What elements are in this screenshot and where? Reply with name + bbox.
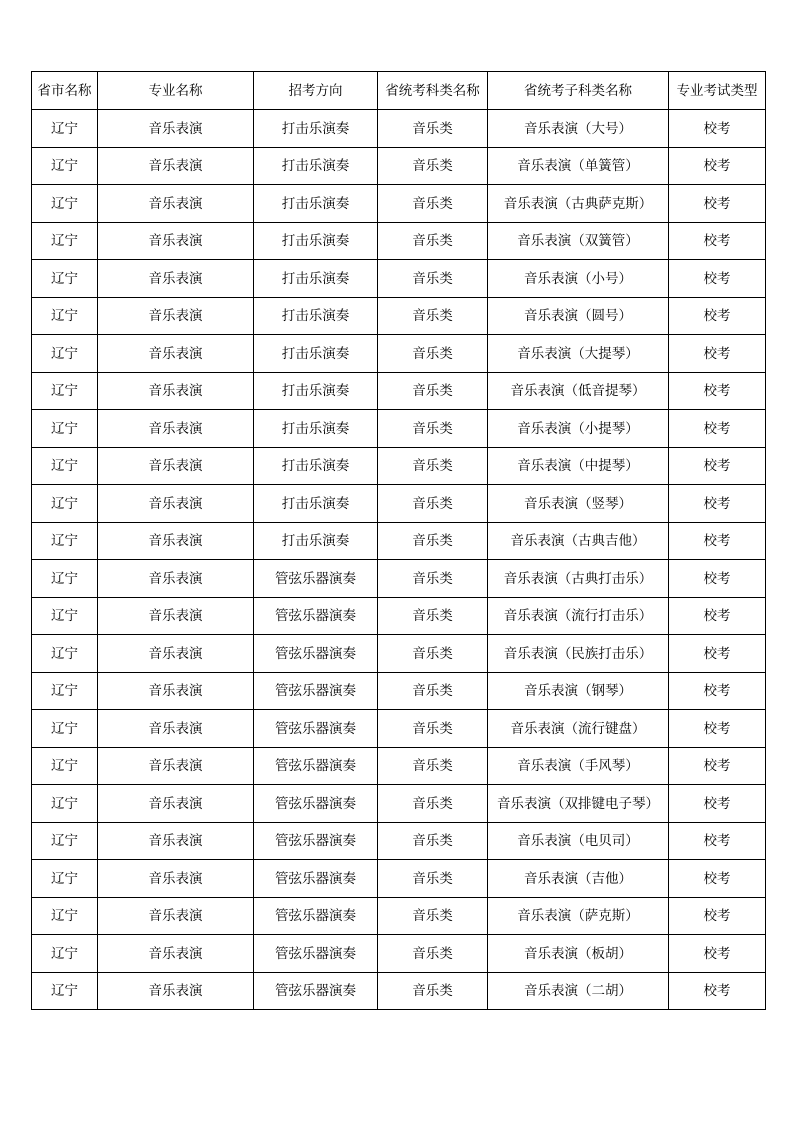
table-cell-subcategory: 音乐表演（手风琴） [488, 747, 669, 785]
table-cell-subcategory: 音乐表演（钢琴） [488, 672, 669, 710]
table-row [32, 185, 766, 223]
table-cell-category: 音乐类 [378, 597, 488, 635]
table-cell-major: 音乐表演 [98, 860, 254, 898]
table-cell-province: 辽宁 [32, 147, 98, 185]
table-cell-province: 辽宁 [32, 297, 98, 335]
table-cell-subcategory: 音乐表演（低音提琴） [488, 372, 669, 410]
table-cell-direction: 管弦乐器演奏 [254, 560, 378, 598]
column-header-subcategory: 省统考子科类名称 [488, 72, 669, 110]
table-cell-category: 音乐类 [378, 185, 488, 223]
table-cell-major: 音乐表演 [98, 447, 254, 485]
table-cell-major: 音乐表演 [98, 147, 254, 185]
table-cell-subcategory: 音乐表演（流行打击乐） [488, 597, 669, 635]
table-cell-subcategory: 音乐表演（萨克斯） [488, 897, 669, 935]
table-cell-direction: 打击乐演奏 [254, 260, 378, 298]
table-cell-subcategory: 音乐表演（古典打击乐） [488, 560, 669, 598]
table-cell-major: 音乐表演 [98, 897, 254, 935]
table-cell-major: 音乐表演 [98, 635, 254, 673]
table-cell-major: 音乐表演 [98, 372, 254, 410]
table-row [32, 897, 766, 935]
table-row [32, 260, 766, 298]
table-cell-direction: 管弦乐器演奏 [254, 935, 378, 973]
table-cell-category: 音乐类 [378, 822, 488, 860]
table-cell-exam_type: 校考 [669, 410, 766, 448]
table-cell-category: 音乐类 [378, 972, 488, 1010]
table-cell-category: 音乐类 [378, 372, 488, 410]
table-cell-subcategory: 音乐表演（电贝司） [488, 822, 669, 860]
table-cell-province: 辽宁 [32, 372, 98, 410]
table-cell-exam_type: 校考 [669, 785, 766, 823]
table-cell-province: 辽宁 [32, 672, 98, 710]
table-cell-direction: 打击乐演奏 [254, 147, 378, 185]
table-row [32, 710, 766, 748]
table-row [32, 147, 766, 185]
table-cell-major: 音乐表演 [98, 747, 254, 785]
table-cell-province: 辽宁 [32, 747, 98, 785]
table-cell-exam_type: 校考 [669, 147, 766, 185]
table-cell-province: 辽宁 [32, 972, 98, 1010]
table-row [32, 110, 766, 148]
table-cell-category: 音乐类 [378, 672, 488, 710]
table-cell-subcategory: 音乐表演（吉他） [488, 860, 669, 898]
table-row [32, 597, 766, 635]
table-cell-major: 音乐表演 [98, 672, 254, 710]
table-cell-major: 音乐表演 [98, 785, 254, 823]
table-cell-province: 辽宁 [32, 560, 98, 598]
table-cell-province: 辽宁 [32, 110, 98, 148]
column-header-province: 省市名称 [32, 72, 98, 110]
table-cell-major: 音乐表演 [98, 222, 254, 260]
table-cell-exam_type: 校考 [669, 185, 766, 223]
table-row [32, 972, 766, 1010]
table-cell-direction: 打击乐演奏 [254, 410, 378, 448]
table-cell-category: 音乐类 [378, 935, 488, 973]
table-row [32, 447, 766, 485]
table-cell-major: 音乐表演 [98, 935, 254, 973]
table-cell-category: 音乐类 [378, 222, 488, 260]
table-row [32, 785, 766, 823]
table-cell-exam_type: 校考 [669, 335, 766, 373]
table-cell-exam_type: 校考 [669, 860, 766, 898]
table-cell-exam_type: 校考 [669, 560, 766, 598]
table-cell-province: 辽宁 [32, 935, 98, 973]
table-cell-exam_type: 校考 [669, 522, 766, 560]
table-cell-direction: 管弦乐器演奏 [254, 597, 378, 635]
table-cell-exam_type: 校考 [669, 672, 766, 710]
table-cell-direction: 打击乐演奏 [254, 372, 378, 410]
table-cell-exam_type: 校考 [669, 897, 766, 935]
table-cell-province: 辽宁 [32, 185, 98, 223]
table-cell-subcategory: 音乐表演（双簧管） [488, 222, 669, 260]
table-cell-direction: 打击乐演奏 [254, 297, 378, 335]
table-cell-direction: 管弦乐器演奏 [254, 747, 378, 785]
table-cell-exam_type: 校考 [669, 822, 766, 860]
table-cell-major: 音乐表演 [98, 710, 254, 748]
table-cell-category: 音乐类 [378, 485, 488, 523]
column-header-direction: 招考方向 [254, 72, 378, 110]
table-cell-direction: 管弦乐器演奏 [254, 860, 378, 898]
table-cell-subcategory: 音乐表演（双排键电子琴） [488, 785, 669, 823]
table-cell-subcategory: 音乐表演（小提琴） [488, 410, 669, 448]
table-row [32, 222, 766, 260]
table-cell-subcategory: 音乐表演（单簧管） [488, 147, 669, 185]
table-cell-province: 辽宁 [32, 447, 98, 485]
table-row [32, 747, 766, 785]
table-row [32, 297, 766, 335]
table-body [32, 110, 766, 1010]
table-cell-exam_type: 校考 [669, 447, 766, 485]
table-cell-exam_type: 校考 [669, 710, 766, 748]
table-cell-exam_type: 校考 [669, 260, 766, 298]
table-cell-direction: 管弦乐器演奏 [254, 972, 378, 1010]
table-cell-exam_type: 校考 [669, 485, 766, 523]
table-row [32, 935, 766, 973]
table-cell-major: 音乐表演 [98, 485, 254, 523]
table-cell-major: 音乐表演 [98, 410, 254, 448]
table-cell-province: 辽宁 [32, 597, 98, 635]
table-cell-province: 辽宁 [32, 335, 98, 373]
table-cell-major: 音乐表演 [98, 597, 254, 635]
exam-category-table [31, 71, 766, 1010]
table-cell-exam_type: 校考 [669, 597, 766, 635]
table-cell-subcategory: 音乐表演（大提琴） [488, 335, 669, 373]
table-cell-direction: 打击乐演奏 [254, 485, 378, 523]
table-cell-major: 音乐表演 [98, 972, 254, 1010]
table-cell-category: 音乐类 [378, 147, 488, 185]
table-cell-major: 音乐表演 [98, 560, 254, 598]
table-cell-category: 音乐类 [378, 710, 488, 748]
table-cell-direction: 管弦乐器演奏 [254, 822, 378, 860]
table-cell-direction: 打击乐演奏 [254, 335, 378, 373]
table-row [32, 372, 766, 410]
table-cell-exam_type: 校考 [669, 747, 766, 785]
table-cell-category: 音乐类 [378, 410, 488, 448]
table-cell-subcategory: 音乐表演（板胡） [488, 935, 669, 973]
table-cell-subcategory: 音乐表演（流行键盘） [488, 710, 669, 748]
table-row [32, 410, 766, 448]
table-row [32, 672, 766, 710]
table-cell-major: 音乐表演 [98, 185, 254, 223]
table-cell-category: 音乐类 [378, 297, 488, 335]
table-cell-province: 辽宁 [32, 860, 98, 898]
table-row [32, 560, 766, 598]
column-header-category: 省统考科类名称 [378, 72, 488, 110]
table-cell-category: 音乐类 [378, 335, 488, 373]
table-cell-province: 辽宁 [32, 822, 98, 860]
table-cell-major: 音乐表演 [98, 260, 254, 298]
table-header [32, 72, 766, 110]
table-cell-category: 音乐类 [378, 447, 488, 485]
table-row [32, 485, 766, 523]
table-cell-exam_type: 校考 [669, 222, 766, 260]
table-cell-major: 音乐表演 [98, 110, 254, 148]
table-cell-category: 音乐类 [378, 110, 488, 148]
table-cell-subcategory: 音乐表演（古典萨克斯） [488, 185, 669, 223]
table-row [32, 335, 766, 373]
table-cell-category: 音乐类 [378, 260, 488, 298]
column-header-major: 专业名称 [98, 72, 254, 110]
table-row [32, 522, 766, 560]
table-cell-direction: 打击乐演奏 [254, 447, 378, 485]
table-cell-exam_type: 校考 [669, 935, 766, 973]
table-cell-province: 辽宁 [32, 485, 98, 523]
table-cell-subcategory: 音乐表演（中提琴） [488, 447, 669, 485]
table-cell-direction: 打击乐演奏 [254, 185, 378, 223]
table-cell-province: 辽宁 [32, 710, 98, 748]
table-cell-exam_type: 校考 [669, 110, 766, 148]
table-cell-direction: 管弦乐器演奏 [254, 635, 378, 673]
table-cell-subcategory: 音乐表演（小号） [488, 260, 669, 298]
table-cell-major: 音乐表演 [98, 822, 254, 860]
table-cell-province: 辽宁 [32, 410, 98, 448]
table-cell-province: 辽宁 [32, 522, 98, 560]
table-cell-subcategory: 音乐表演（竖琴） [488, 485, 669, 523]
table-cell-direction: 管弦乐器演奏 [254, 785, 378, 823]
table-cell-exam_type: 校考 [669, 372, 766, 410]
table-cell-province: 辽宁 [32, 635, 98, 673]
table-cell-exam_type: 校考 [669, 972, 766, 1010]
table-cell-major: 音乐表演 [98, 297, 254, 335]
table-cell-direction: 管弦乐器演奏 [254, 897, 378, 935]
table-cell-province: 辽宁 [32, 260, 98, 298]
table-cell-subcategory: 音乐表演（古典吉他） [488, 522, 669, 560]
table-cell-province: 辽宁 [32, 785, 98, 823]
table-cell-direction: 打击乐演奏 [254, 522, 378, 560]
table-cell-subcategory: 音乐表演（圆号） [488, 297, 669, 335]
header-row [32, 72, 766, 110]
table-cell-subcategory: 音乐表演（大号） [488, 110, 669, 148]
table-cell-category: 音乐类 [378, 635, 488, 673]
table-cell-category: 音乐类 [378, 860, 488, 898]
table-cell-category: 音乐类 [378, 747, 488, 785]
column-header-exam_type: 专业考试类型 [669, 72, 766, 110]
table-cell-direction: 管弦乐器演奏 [254, 710, 378, 748]
table-cell-direction: 打击乐演奏 [254, 222, 378, 260]
table-cell-category: 音乐类 [378, 785, 488, 823]
table-cell-province: 辽宁 [32, 897, 98, 935]
table-cell-subcategory: 音乐表演（二胡） [488, 972, 669, 1010]
table-cell-direction: 管弦乐器演奏 [254, 672, 378, 710]
table-cell-major: 音乐表演 [98, 335, 254, 373]
table-cell-direction: 打击乐演奏 [254, 110, 378, 148]
table-row [32, 860, 766, 898]
table-cell-exam_type: 校考 [669, 297, 766, 335]
table-row [32, 822, 766, 860]
table-cell-exam_type: 校考 [669, 635, 766, 673]
table-row [32, 635, 766, 673]
table-cell-province: 辽宁 [32, 222, 98, 260]
table-cell-category: 音乐类 [378, 560, 488, 598]
table-cell-category: 音乐类 [378, 522, 488, 560]
table-cell-major: 音乐表演 [98, 522, 254, 560]
table-cell-category: 音乐类 [378, 897, 488, 935]
table-cell-subcategory: 音乐表演（民族打击乐） [488, 635, 669, 673]
